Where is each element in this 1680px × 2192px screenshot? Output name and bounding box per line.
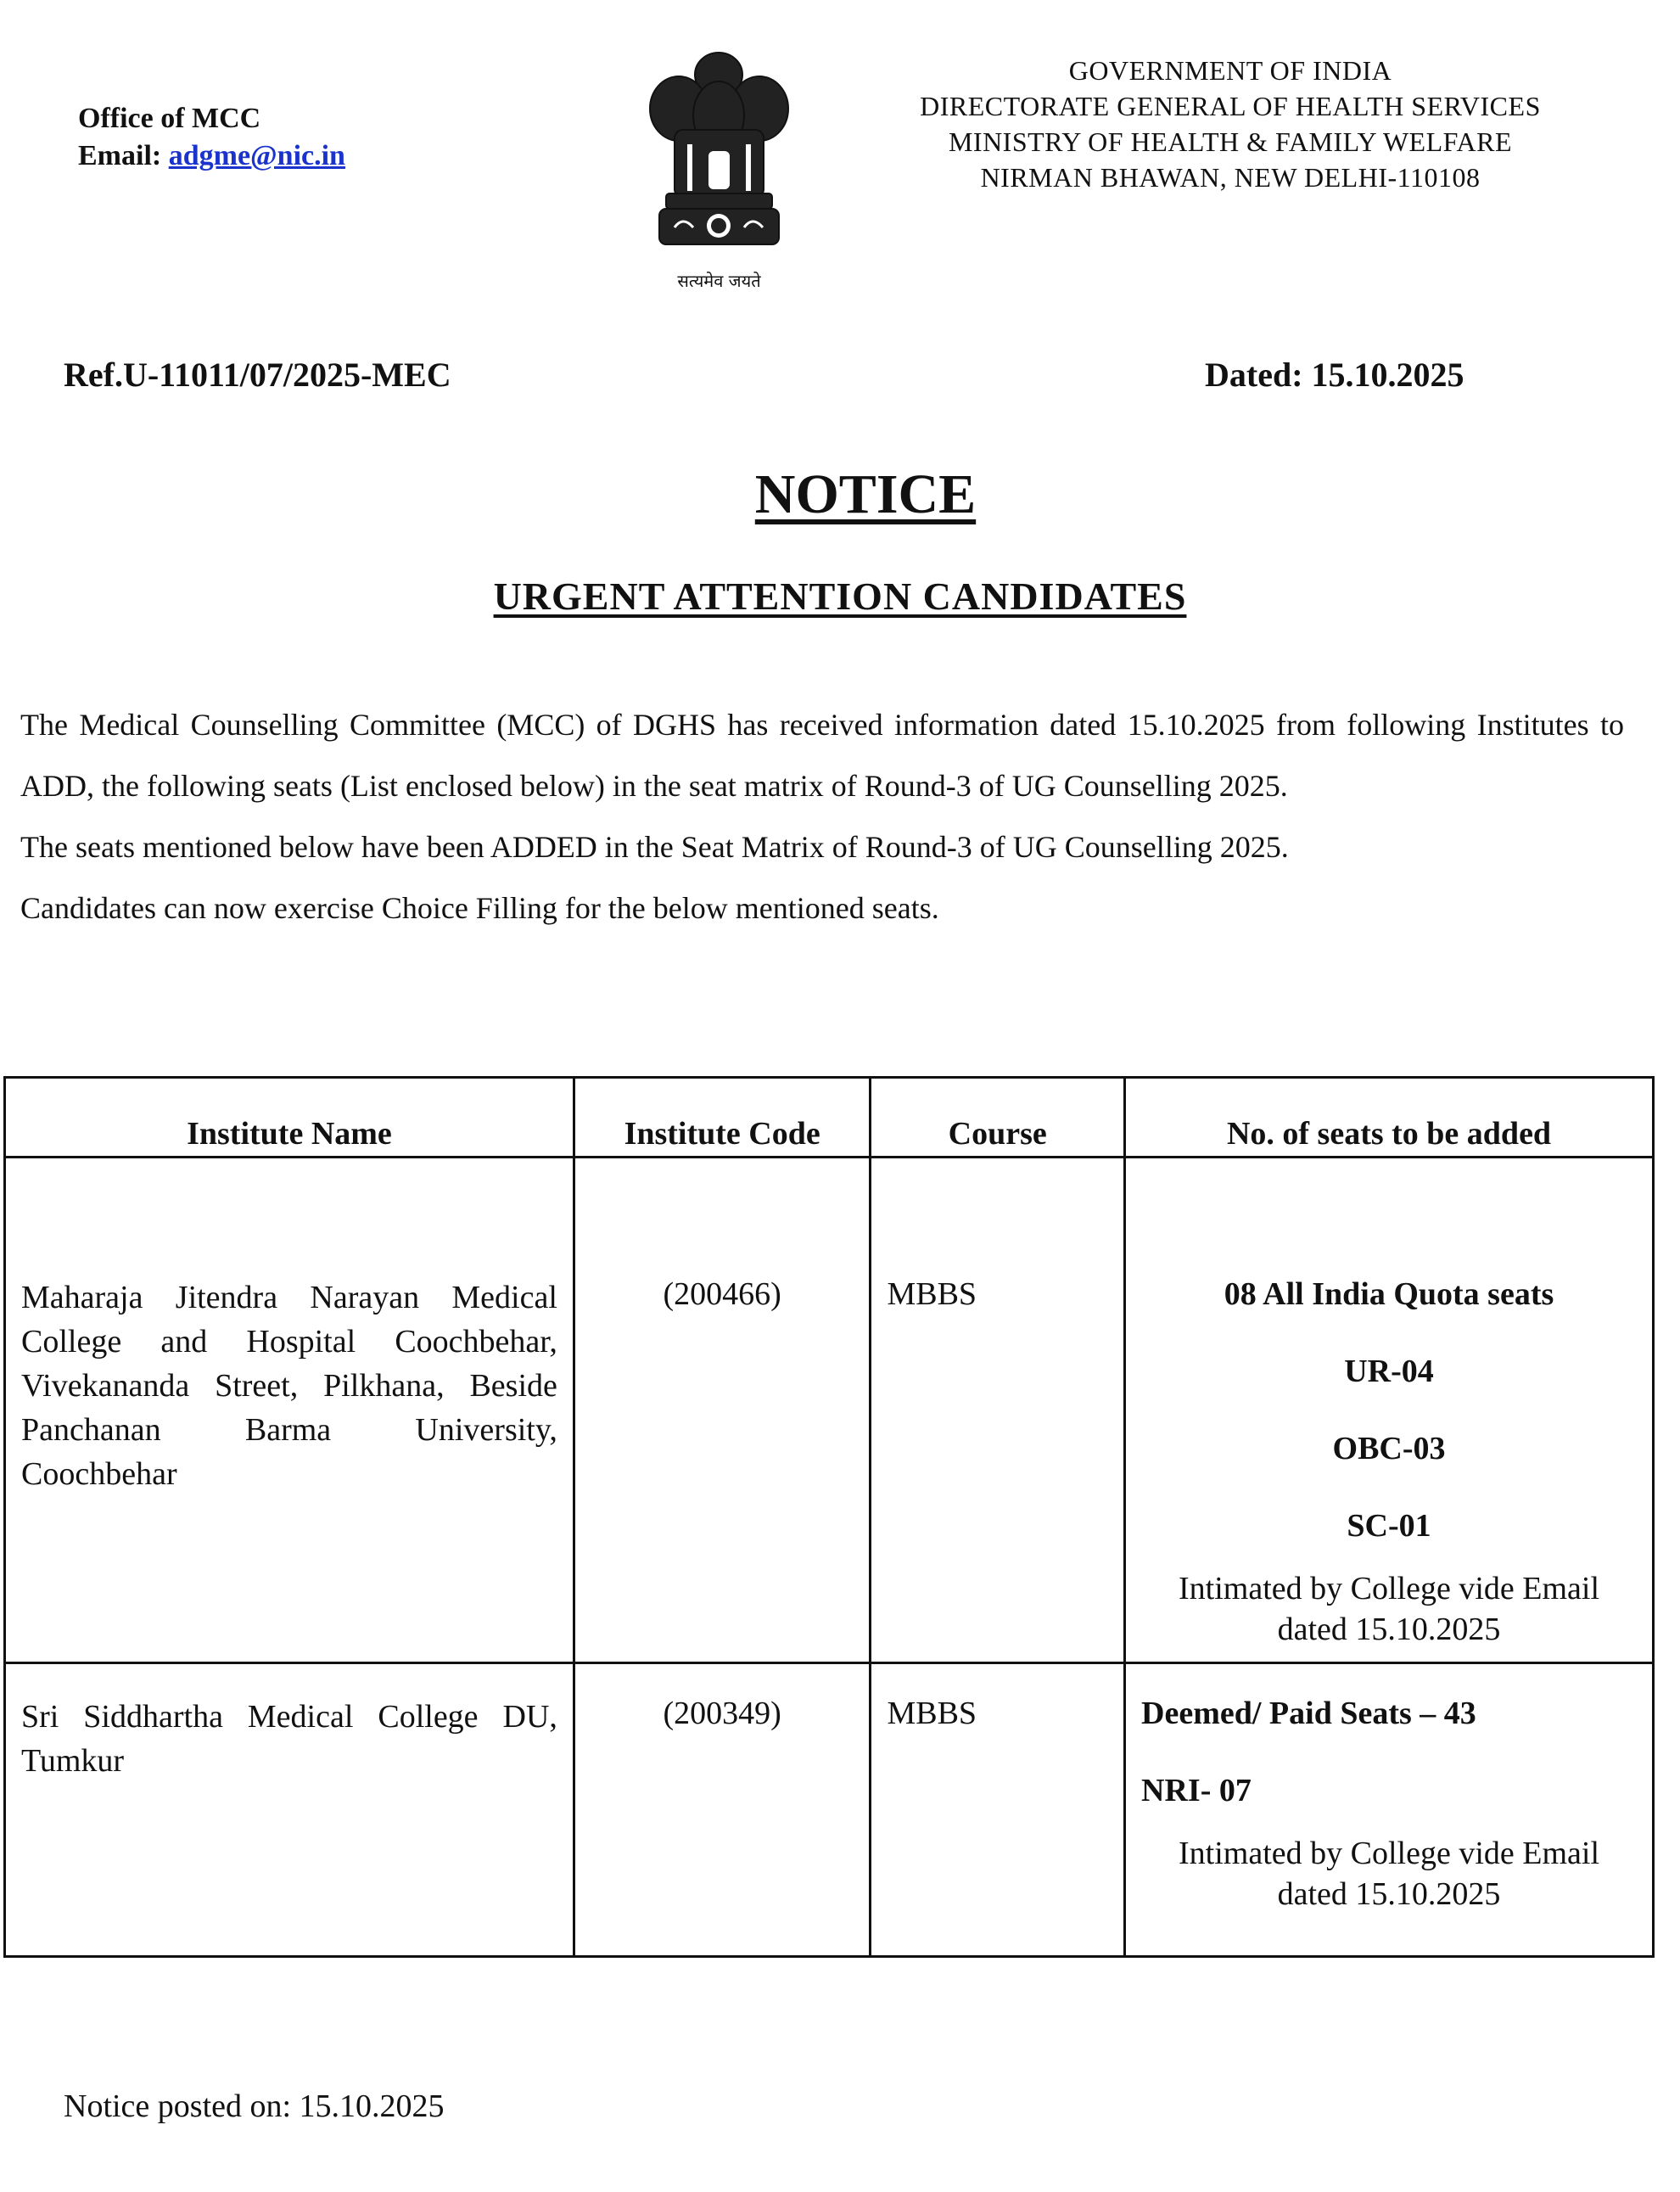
institute-name <box>5 1663 574 1957</box>
government-header <box>865 53 1595 195</box>
dated: Dated: 15.10.2025 <box>1205 356 1464 394</box>
institute-name-text: Sri Siddhartha Medical College DU, Tumkur <box>21 1699 557 1779</box>
paragraph-2: The seats mentioned below have been ADDED in the Seat Matrix of Round-3 of UG Counselling 2025. <box>20 830 1289 864</box>
notice-subtitle: URGENT ATTENTION CANDIDATES <box>493 575 1187 618</box>
table-header-row <box>5 1078 1654 1158</box>
gov-line-4: NIRMAN BHAWAN, NEW DELHI-110108 <box>980 162 1481 193</box>
table-row <box>5 1158 1654 1663</box>
seat-line: NRI- 07 <box>1141 1773 1252 1808</box>
lion-capital-icon <box>641 49 798 261</box>
seat-line: 08 All India Quota seats <box>1224 1276 1554 1312</box>
gov-line-1: GOVERNMENT OF INDIA <box>1068 55 1392 86</box>
institute-code: (200466) <box>574 1158 871 1663</box>
header-seats: No. of seats to be added <box>1125 1078 1654 1158</box>
notice-title: NOTICE <box>754 463 977 525</box>
intimation-note: Intimated by College vide Email dated 15.10.2025 <box>1179 1571 1600 1647</box>
header-institute-name: Institute Name <box>5 1078 574 1158</box>
notice-body <box>20 694 1624 939</box>
paragraph-3: Candidates can now exercise Choice Filling for the below mentioned seats. <box>20 891 939 925</box>
office-name: Office of MCC <box>78 103 261 134</box>
seats-cell <box>1125 1158 1654 1663</box>
header-institute-code: Institute Code <box>574 1078 871 1158</box>
email-link[interactable]: adgme@nic.in <box>168 140 345 171</box>
email-label: Email: <box>78 140 162 171</box>
gov-line-3: MINISTRY OF HEALTH & FAMILY WELFARE <box>948 126 1513 157</box>
institute-name <box>5 1158 574 1663</box>
seat-line: OBC-03 <box>1332 1431 1446 1466</box>
seats-cell <box>1125 1663 1654 1957</box>
posted-date: Notice posted on: 15.10.2025 <box>64 2088 445 2124</box>
paragraph-1: The Medical Counselling Committee (MCC) of DGHS has received information dated 15.10.2025 from following Institutes to ADD, the following seats (List enclosed below) in the seat matrix of Round-3 of UG Counselling 2025. <box>20 708 1624 803</box>
intimation-note: Intimated by College vide Email dated 15.10.2025 <box>1179 1836 1600 1912</box>
seat-line: UR-04 <box>1344 1354 1434 1389</box>
seat-line: Deemed/ Paid Seats – 43 <box>1141 1696 1476 1731</box>
course: MBBS <box>871 1663 1125 1957</box>
institute-code: (200349) <box>574 1663 871 1957</box>
office-block <box>78 100 345 175</box>
office-email-line <box>78 137 345 175</box>
seat-table <box>3 1076 1655 1958</box>
header-course: Course <box>871 1078 1125 1158</box>
seat-line: SC-01 <box>1347 1508 1431 1544</box>
course: MBBS <box>871 1158 1125 1663</box>
emblem-motto: सत्यमेव जयते <box>677 271 761 291</box>
national-emblem <box>641 49 798 291</box>
table-row <box>5 1663 1654 1957</box>
gov-line-2: DIRECTORATE GENERAL OF HEALTH SERVICES <box>920 91 1541 121</box>
reference-number: Ref.U-11011/07/2025-MEC <box>64 356 451 394</box>
institute-name-text: Maharaja Jitendra Narayan Medical College and Hospital Coochbehar, Vivekananda Street, Pilkhana, Beside Panchanan Barma University, Coochbehar <box>21 1280 557 1492</box>
